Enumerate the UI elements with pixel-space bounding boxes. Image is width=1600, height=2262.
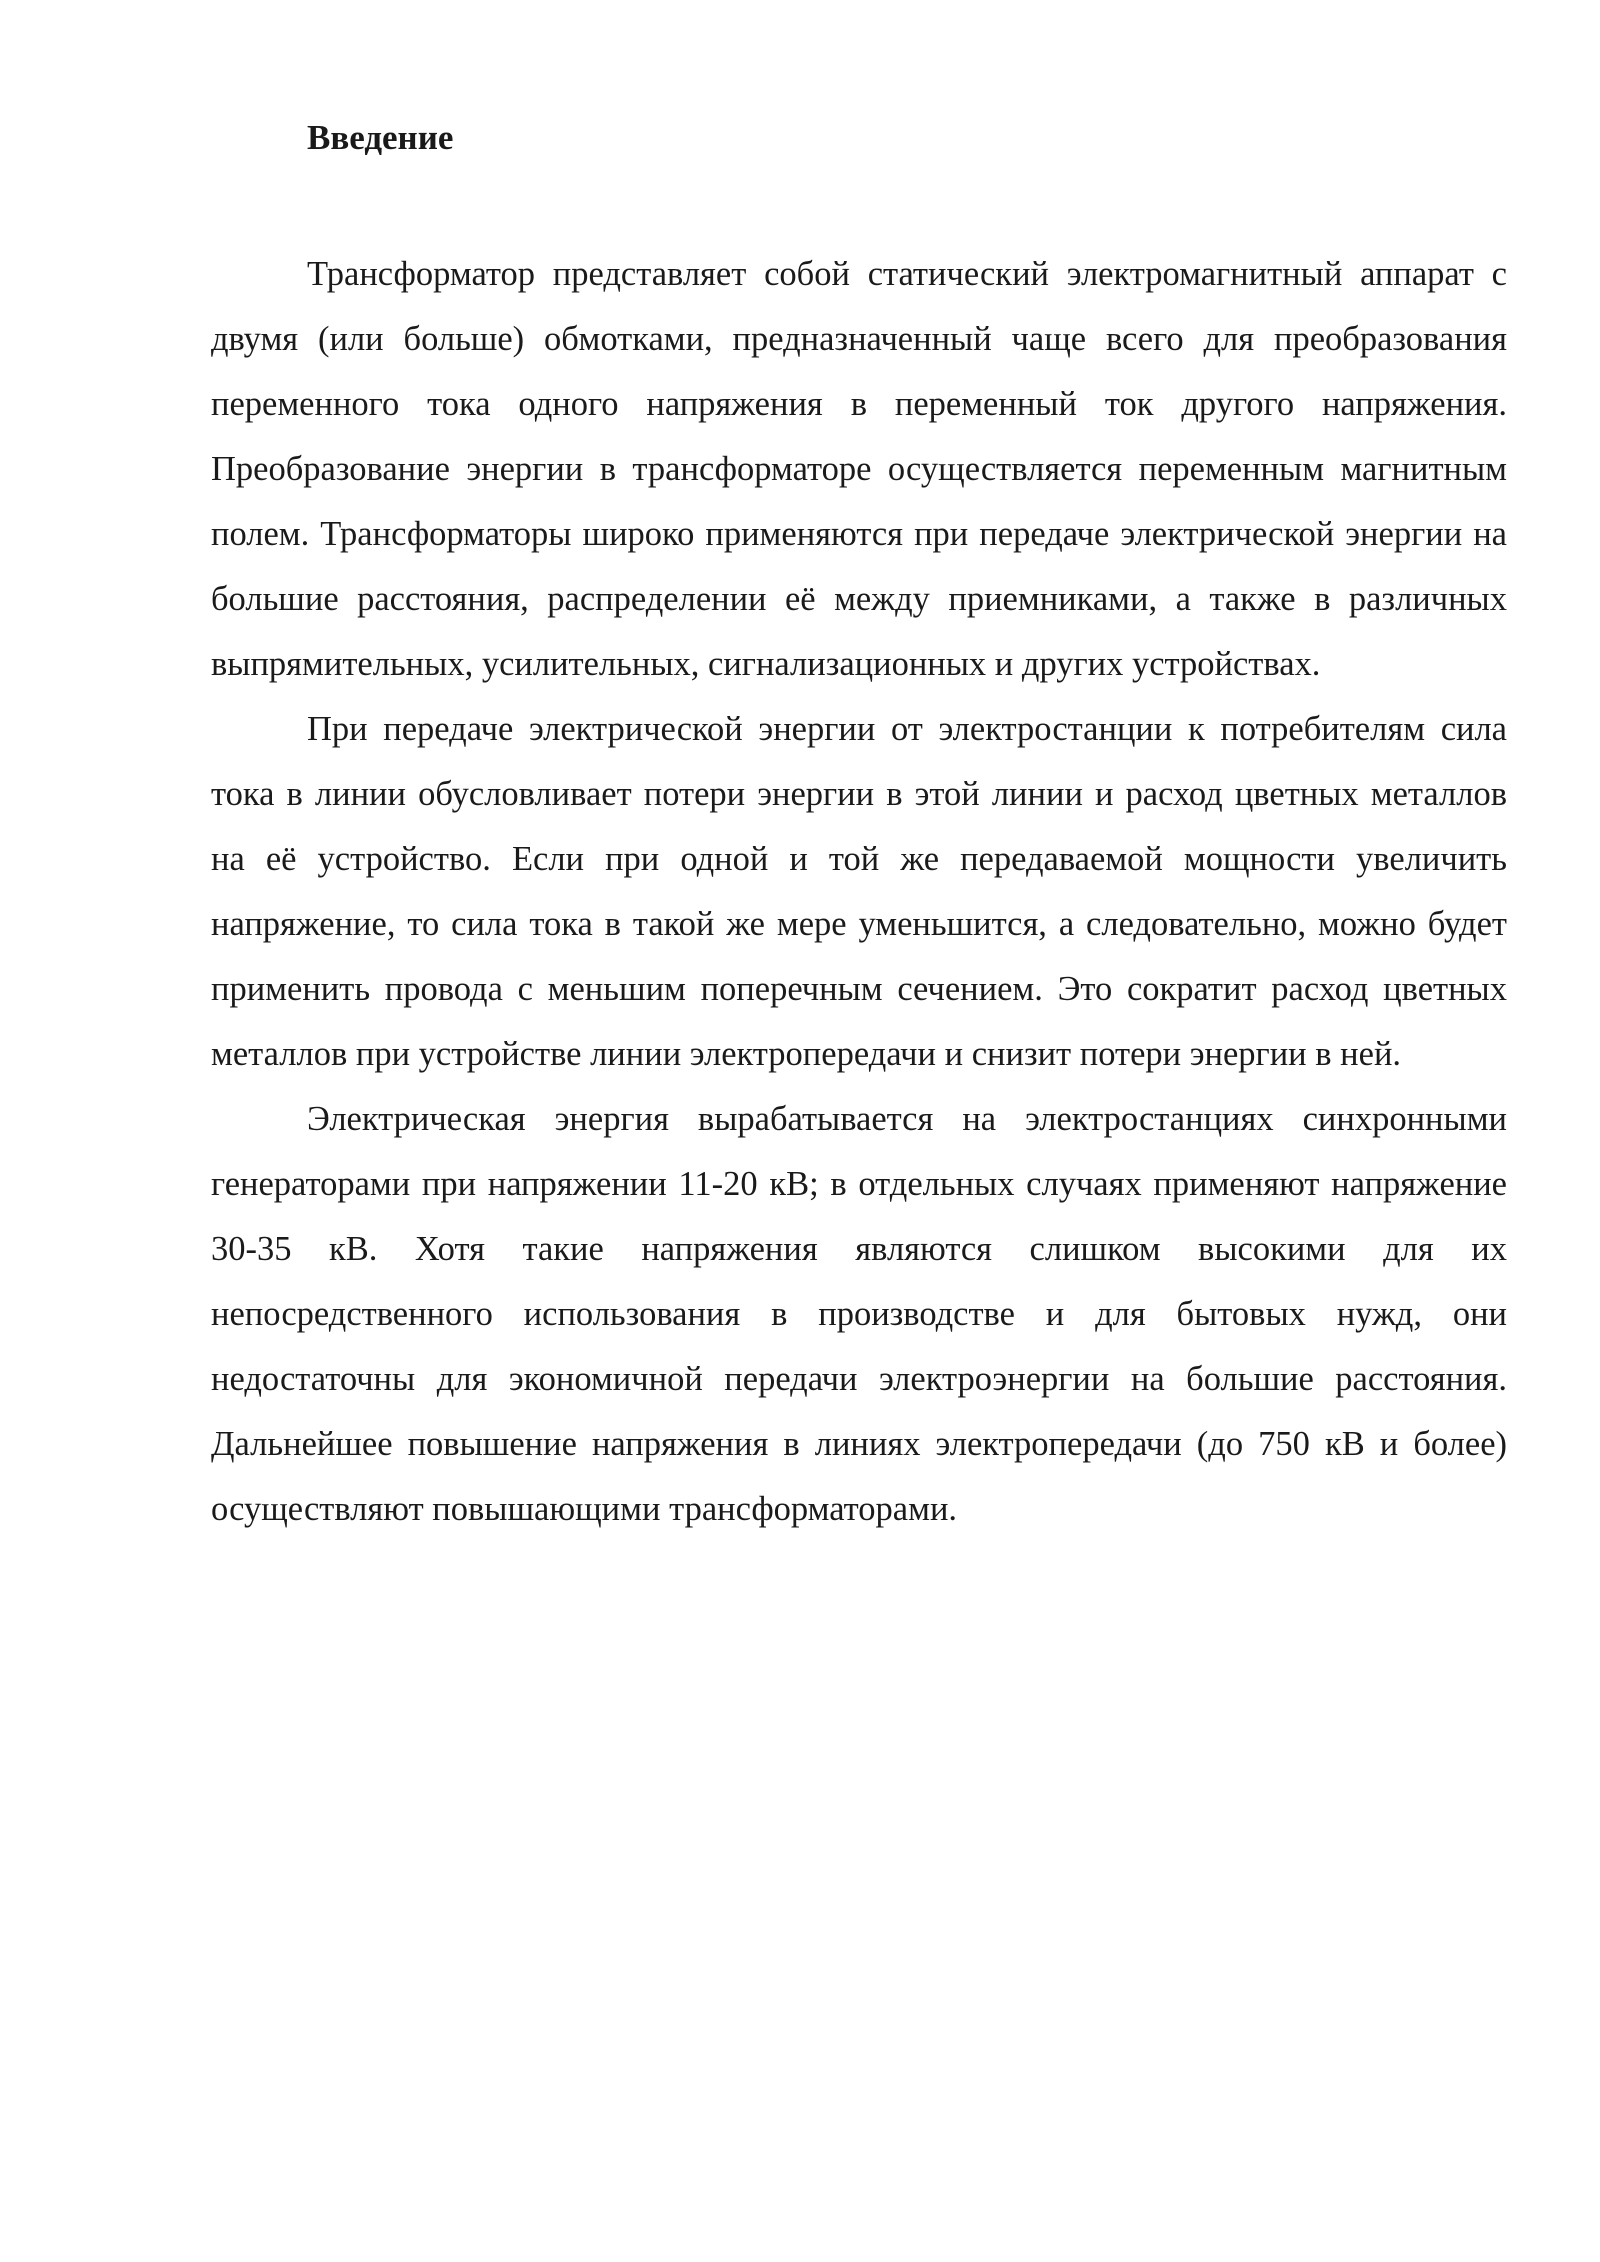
section-heading: Введение <box>307 118 454 157</box>
body-text <box>211 242 1507 1542</box>
paragraph-3: Электрическая энергия вырабатывается на электростанциях синхронными генераторами при напряжении 11-20 кВ; в отдельных случаях применяют напряжение 30-35 кВ. Хотя такие напряжения являются слишком высокими для их непосредственного использования в производстве и для бытовых нужд, они недостаточны для экономичной передачи электроэнергии на большие расстояния. Дальнейшее повышение напряжения в линиях электропередачи (до 750 кВ и более) осуществляют повышающими трансформаторами. <box>211 1100 1507 1528</box>
paragraph-1: Трансформатор представляет собой статический электромагнитный аппарат с двумя (или больше) обмотками, предназначенный чаще всего для преобразования переменного тока одного напряжения в переменный ток другого напряжения. Преобразование энергии в трансформаторе осуществляется переменным магнитным полем. Трансформаторы широко применяются при передаче электрической энергии на большие расстояния, распределении её между приемниками, а также в различных выпрямительных, усилительных, сигнализационных и других устройствах. <box>211 255 1507 683</box>
document-content <box>211 112 1507 1542</box>
paragraph-2: При передаче электрической энергии от электростанции к потребителям сила тока в линии обусловливает потери энергии в этой линии и расход цветных металлов на её устройство. Если при одной и той же передаваемой мощности увеличить напряжение, то сила тока в такой же мере уменьшится, а следовательно, можно будет применить провода с меньшим поперечным сечением. Это сократит расход цветных металлов при устройстве линии электропередачи и снизит потери энергии в ней. <box>211 710 1507 1073</box>
